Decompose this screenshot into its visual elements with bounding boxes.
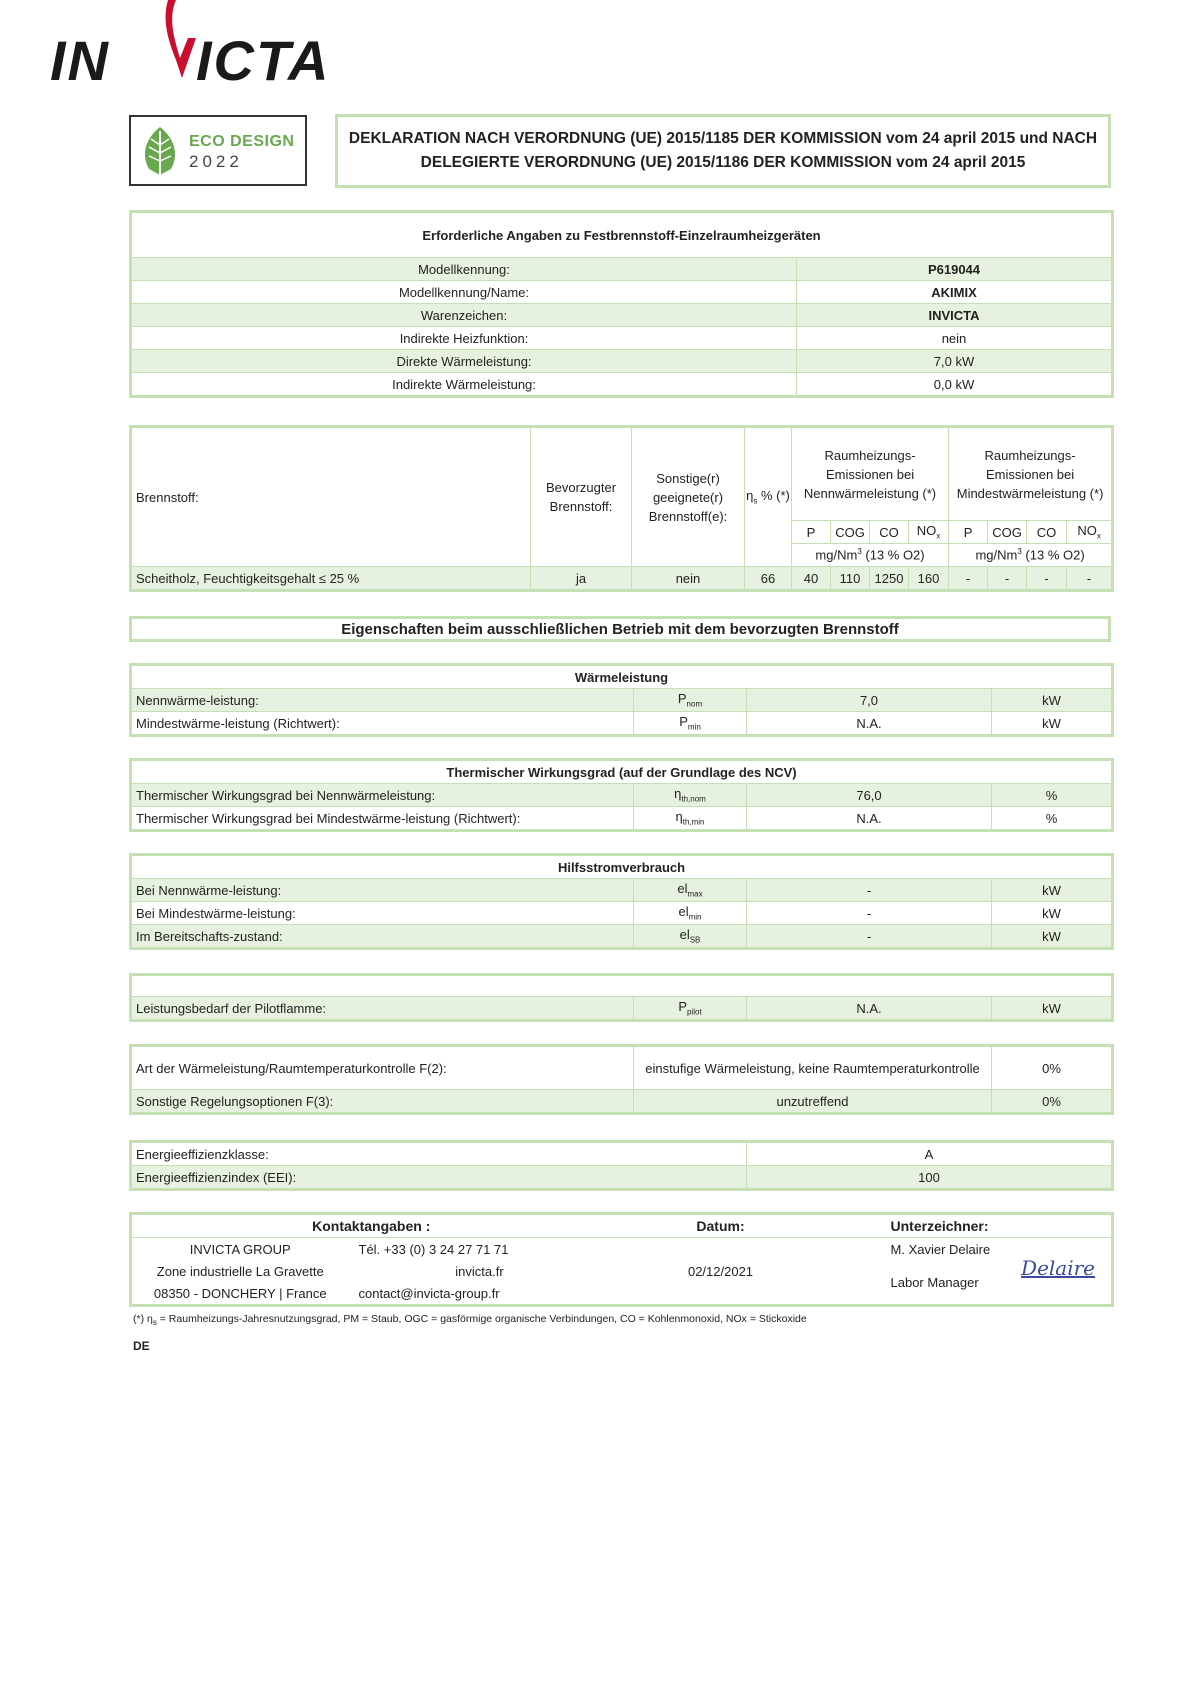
unit-sup: 3 (1017, 547, 1022, 557)
fuel-name: Scheitholz, Feuchtigkeitsgehalt ≤ 25 % (131, 567, 531, 591)
company-name: INVICTA GROUP (189, 1241, 291, 1257)
row-value: - (747, 879, 992, 902)
footnote-text: = Raumheizungs-Jahresnutzungsgrad, PM = Staub, OGC = gasförmige organische Verbindungen, CO = Kohlenmonoxid, NOx = Stickoxide (156, 1313, 807, 1325)
symbol: P (677, 691, 687, 707)
fuel-header-eta (745, 427, 792, 567)
row-value: einstufige Wärmeleistung, keine Raumtemperaturkontrolle (634, 1046, 992, 1090)
row-label: Im Bereitschafts-zustand: (131, 925, 634, 949)
footnote (133, 1313, 807, 1327)
thermisch-table (129, 758, 1114, 832)
eco-design-badge (129, 115, 307, 186)
symbol-sub: min (687, 722, 701, 732)
fuel-mindest-value: - (1027, 567, 1067, 591)
symbol-sub: max (687, 889, 703, 899)
info-label: Modellkennung/Name: (131, 281, 797, 304)
company-web: invicta.fr (455, 1263, 504, 1279)
fuel-nenn-value: 160 (909, 567, 949, 591)
col-p: P (949, 521, 988, 544)
waerme-table (129, 663, 1114, 737)
symbol: el (678, 904, 689, 920)
fuel-nenn-value: 1250 (870, 567, 909, 591)
symbol: η (675, 809, 683, 825)
row-value: N.A. (747, 997, 992, 1021)
fuel-header-brennstoff: Brennstoff: (131, 427, 531, 567)
row-unit: kW (992, 689, 1113, 712)
row-label: Nennwärme-leistung: (131, 689, 634, 712)
kontakt-header: Kontaktangaben : (131, 1214, 611, 1238)
row-percent: 0% (992, 1090, 1113, 1114)
invicta-logo (50, 0, 330, 100)
energie-klasse-value: A (747, 1142, 1113, 1166)
eigenschaften-box (129, 616, 1111, 642)
table-row (131, 925, 1113, 949)
table-row (131, 350, 1113, 373)
hilfs-title: Hilfsstromverbrauch (131, 855, 1113, 879)
row-value: - (747, 925, 992, 949)
waerme-title: Wärmeleistung (131, 665, 1113, 689)
table-row (131, 1142, 1113, 1166)
pilot-table (129, 973, 1114, 1022)
table-row (131, 1166, 1113, 1190)
info-table (129, 210, 1114, 398)
table-row (131, 567, 1113, 591)
row-symbol (634, 712, 747, 736)
unit-a: mg/Nm (975, 547, 1018, 563)
info-value: nein (797, 327, 1113, 350)
row-label: Thermischer Wirkungsgrad bei Nennwärmeleistung: (131, 784, 634, 807)
nox-label: NO (1077, 523, 1097, 539)
col-co: CO (870, 521, 909, 544)
language-code: DE (133, 1339, 150, 1353)
row-symbol (634, 925, 747, 949)
row-label: Bei Mindestwärme-leistung: (131, 902, 634, 925)
nox-sub: x (1096, 531, 1101, 541)
info-value: 0,0 kW (797, 373, 1113, 397)
fuel-bevorzugt: ja (531, 567, 632, 591)
fuel-mindest-value: - (949, 567, 988, 591)
symbol: η (674, 786, 682, 802)
table-row (131, 902, 1113, 925)
row-symbol (634, 997, 747, 1021)
table-row (131, 997, 1113, 1021)
fuel-table (129, 425, 1114, 592)
symbol-sub: th,min (682, 817, 705, 827)
declaration-line-2: DELEGIERTE VERORDNUNG (UE) 2015/1186 DER KOMMISSION vom 24 april 2015 (420, 154, 1026, 171)
table-row (131, 1090, 1113, 1114)
svg-text:ICTA: ICTA (196, 29, 330, 92)
unit-a: mg/Nm (815, 547, 858, 563)
info-label: Indirekte Heizfunktion: (131, 327, 797, 350)
eta-sub: s (753, 496, 758, 506)
col-cog: COG (988, 521, 1027, 544)
symbol: el (677, 881, 688, 897)
fuel-nenn-value: 40 (792, 567, 831, 591)
table-row (131, 304, 1113, 327)
unit-nenn (792, 544, 949, 567)
eco-design-label: ECO DESIGN (189, 133, 295, 150)
row-value: - (747, 902, 992, 925)
fuel-header-sonstige: Sonstige(r) geeignete(r) Brennstoff(e): (632, 427, 745, 567)
unit-b: (13 % O2) (861, 547, 925, 563)
info-label: Modellkennung: (131, 258, 797, 281)
row-label: Bei Nennwärme-leistung: (131, 879, 634, 902)
company-tel: Tél. +33 (0) 3 24 27 71 71 (358, 1241, 509, 1257)
unit-sup: 3 (857, 547, 862, 557)
kontrolle-table (129, 1044, 1114, 1115)
symbol-sub: th,nom (681, 794, 706, 804)
energie-index-label: Energieeffizienzindex (EEI): (131, 1166, 747, 1190)
fuel-header-bevorzugt: Bevorzugter Brennstoff: (531, 427, 632, 567)
fuel-nenn-value: 110 (831, 567, 870, 591)
row-label: Sonstige Regelungsoptionen F(3): (131, 1090, 634, 1114)
col-cog: COG (831, 521, 870, 544)
company-address-1: Zone industrielle La Gravette (156, 1263, 324, 1279)
fuel-mindest-value: - (988, 567, 1027, 591)
datum-value: 02/12/2021 (687, 1263, 754, 1279)
row-value: 76,0 (747, 784, 992, 807)
pilot-spacer (131, 975, 1113, 997)
thermisch-title: Thermischer Wirkungsgrad (auf der Grundlage des NCV) (131, 760, 1113, 784)
fuel-eta: 66 (745, 567, 792, 591)
col-nox (909, 521, 949, 544)
table-row (131, 327, 1113, 350)
row-unit: kW (992, 997, 1113, 1021)
symbol: P (679, 714, 688, 730)
table-row (131, 258, 1113, 281)
footnote-prefix: (*) η (133, 1313, 153, 1325)
symbol: el (679, 927, 690, 943)
fuel-mindest-value: - (1067, 567, 1113, 591)
row-label: Art der Wärmeleistung/Raumtemperaturkontrolle F(2): (131, 1046, 634, 1090)
energie-index-value: 100 (747, 1166, 1113, 1190)
row-symbol (634, 879, 747, 902)
unit-mindest (949, 544, 1113, 567)
row-symbol (634, 807, 747, 831)
company-email: contact@invicta-group.fr (358, 1285, 500, 1301)
row-value: 7,0 (747, 689, 992, 712)
row-symbol (634, 784, 747, 807)
table-row (131, 807, 1113, 831)
col-nox (1067, 521, 1113, 544)
nox-sub: x (936, 531, 941, 541)
energie-klasse-label: Energieeffizienzklasse: (131, 1142, 747, 1166)
kontakt-table (129, 1212, 1114, 1307)
signer-role-cell (831, 1260, 1113, 1306)
eco-design-year: 2022 (189, 152, 243, 171)
row-value: N.A. (747, 807, 992, 831)
row-label: Thermischer Wirkungsgrad bei Mindestwärme-leistung (Richtwert): (131, 807, 634, 831)
info-label: Indirekte Wärmeleistung: (131, 373, 797, 397)
signature: Delaire (1021, 1260, 1096, 1280)
info-label: Warenzeichen: (131, 304, 797, 327)
row-unit: kW (992, 879, 1113, 902)
col-p: P (792, 521, 831, 544)
row-value: unzutreffend (634, 1090, 992, 1114)
symbol-sub: nom (686, 699, 703, 709)
info-title: Erforderliche Angaben zu Festbrennstoff-Einzelraumheizgeräten (131, 212, 1113, 258)
symbol: P (678, 999, 687, 1015)
info-value: P619044 (797, 258, 1113, 281)
table-row (131, 1046, 1113, 1090)
energie-table (129, 1140, 1114, 1191)
symbol-sub: pilot (686, 1007, 702, 1017)
eta-symbol: η (746, 488, 754, 504)
company-address-2: 08350 - DONCHERY | France (153, 1285, 327, 1301)
fuel-sonstige: nein (632, 567, 745, 591)
col-co: CO (1027, 521, 1067, 544)
fuel-header-mindest: Raumheizungs-Emissionen bei Mindestwärmeleistung (*) (949, 427, 1113, 521)
row-label: Leistungsbedarf der Pilotflamme: (131, 997, 634, 1021)
footnote-sub: s (152, 1318, 157, 1328)
table-row (131, 712, 1113, 736)
signer-role: Labor Manager (890, 1274, 979, 1290)
symbol-sub: SB (689, 935, 701, 945)
row-label: Mindestwärme-leistung (Richtwert): (131, 712, 634, 736)
info-label: Direkte Wärmeleistung: (131, 350, 797, 373)
table-row (131, 689, 1113, 712)
symbol-sub: min (688, 912, 702, 922)
row-value: N.A. (747, 712, 992, 736)
unit-b: (13 % O2) (1021, 547, 1085, 563)
row-unit: % (992, 807, 1113, 831)
leaf-icon (139, 125, 181, 177)
row-symbol (634, 689, 747, 712)
info-value: INVICTA (797, 304, 1113, 327)
info-value: 7,0 kW (797, 350, 1113, 373)
row-symbol (634, 902, 747, 925)
table-row (131, 879, 1113, 902)
row-unit: % (992, 784, 1113, 807)
unterzeichner-header: Unterzeichner: (831, 1214, 1113, 1238)
declaration-line-1: DEKLARATION NACH VERORDNUNG (UE) 2015/1185 DER KOMMISSION vom 24 april 2015 und NACH (348, 130, 1098, 147)
row-percent: 0% (992, 1046, 1113, 1090)
row-unit: kW (992, 902, 1113, 925)
declaration-header (335, 114, 1111, 188)
table-row (131, 784, 1113, 807)
signer-name: M. Xavier Delaire (890, 1241, 991, 1257)
nox-label: NO (916, 523, 937, 539)
info-value: AKIMIX (797, 281, 1113, 304)
eigenschaften-title: Eigenschaften beim ausschließlichen Betrieb mit dem bevorzugten Brennstoff (131, 618, 1110, 641)
datum-header: Datum: (611, 1214, 831, 1238)
fuel-header-nenn: Raumheizungs-Emissionen bei Nennwärmeleistung (*) (792, 427, 949, 521)
svg-text:IN: IN (50, 29, 110, 92)
eta-unit: % (*) (757, 488, 790, 504)
hilfs-table (129, 853, 1114, 950)
row-unit: kW (992, 712, 1113, 736)
table-row (131, 281, 1113, 304)
table-row (131, 373, 1113, 397)
row-unit: kW (992, 925, 1113, 949)
